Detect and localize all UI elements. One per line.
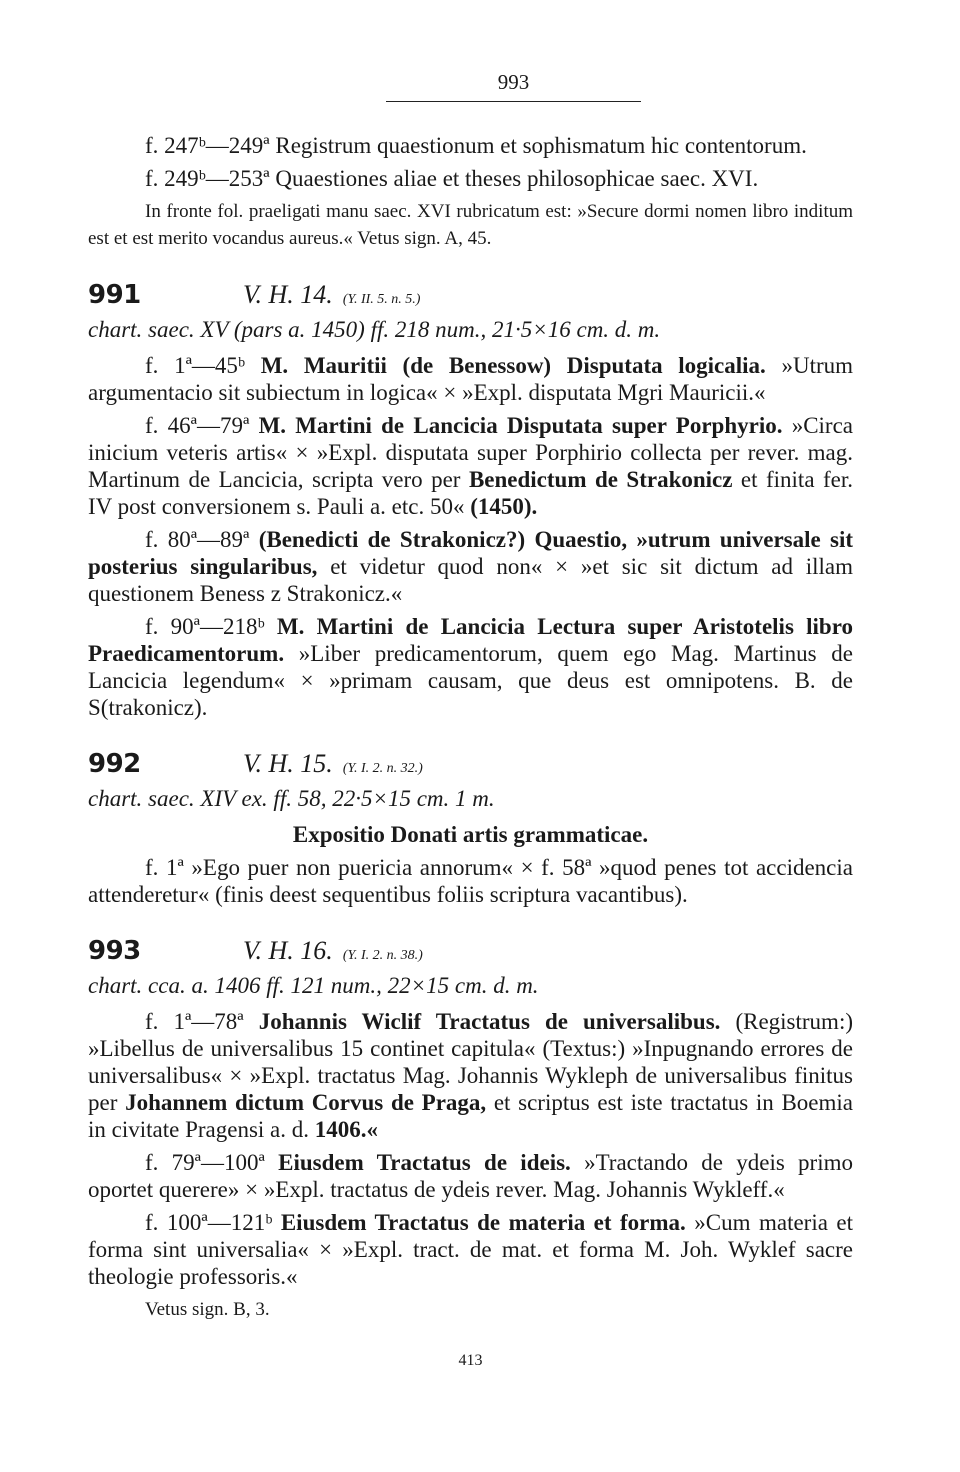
page-number-header: 993 bbox=[497, 70, 530, 94]
item-date: 1406.« bbox=[314, 1117, 378, 1142]
catalog-entry bbox=[88, 749, 853, 908]
item-scribe: Johannem dictum Corvus de Praga, bbox=[125, 1090, 487, 1115]
entry-meta: chart. saec. XV (pars a. 1450) ff. 218 num., 21·5×16 cm. d. m. bbox=[88, 317, 661, 342]
folio-range: f. 1ª—45ᵇ bbox=[145, 353, 246, 378]
item-title: M. Mauritii (de Benessow) Disputata logicalia. bbox=[260, 353, 766, 378]
item-text: »Ego puer non puericia annorum« × f. 58ª »quod penes tot accidencia attenderetur« (finis deest sequentibus foliis scriptura vacantibus). bbox=[88, 855, 853, 907]
catalog-entry bbox=[88, 280, 853, 721]
entry-signature: V. H. 14. bbox=[243, 280, 333, 309]
item-text: »Tractando de ydeis primo oportet querere» × »Expl. tractatus de ydeis rever. Mag. Johannis Wykleff.« bbox=[88, 1150, 853, 1202]
entry-number: 991 bbox=[88, 280, 141, 310]
entry-item bbox=[88, 352, 853, 406]
item-title: Eiusdem Tractatus de materia et forma. bbox=[280, 1210, 686, 1235]
item-text: et scriptus est iste tractatus in Boemia in civitate Pragensi a. d. bbox=[88, 1090, 853, 1142]
folio-range: f. 90ª—218ᵇ bbox=[145, 614, 265, 639]
page-footer-number: 413 bbox=[458, 1352, 483, 1369]
entry-number: 993 bbox=[88, 936, 141, 966]
entry-footnote: Vetus sign. B, 3. bbox=[145, 1299, 270, 1320]
folio-range: f. 1ª bbox=[145, 855, 184, 880]
header-rule bbox=[386, 101, 641, 102]
intro-note: In fronte fol. praeligati manu saec. XVI rubricatum est: »Secure dormi nomen libro inditum est et est merito vocandus aureus.« Vetus sign. A, 45. bbox=[88, 201, 853, 249]
item-scribe: Benedictum de Strakonicz bbox=[468, 467, 733, 492]
item-text: et finita fer. IV post conversionem s. Pauli a. etc. 50« bbox=[88, 467, 853, 519]
catalog-entry bbox=[88, 936, 853, 1323]
item-title: M. Martini de Lancicia Disputata super Porphyrio. bbox=[258, 413, 783, 438]
folio-range: f. 79ª—100ª bbox=[145, 1150, 265, 1175]
item-title: M. Martini de Lancicia Lectura super Aristotelis libro Praedicamentorum. bbox=[88, 614, 854, 666]
folio-range: f. 80ª—89ª bbox=[145, 527, 250, 552]
entry-heading bbox=[88, 280, 853, 310]
entry-alt-signature: (Y. I. 2. n. 32.) bbox=[342, 761, 423, 776]
folio-range: f. 100ª—121ᵇ bbox=[145, 1210, 273, 1235]
document-page bbox=[88, 70, 854, 1369]
folio-range: f. 46ª—79ª bbox=[145, 413, 250, 438]
entry-alt-signature: (Y. II. 5. n. 5.) bbox=[342, 292, 421, 307]
entry-title: Expositio Donati artis grammaticae. bbox=[292, 822, 649, 847]
intro-paragraph: f. 249ᵇ—253ª Quaestiones aliae et theses philosophicae saec. XVI. bbox=[145, 166, 759, 191]
item-text: »Liber predicamentorum, quem ego Mag. Martinus de Lancicia legendum« × »primam causam, que deus est omnipotens. B. de S(trakonicz). bbox=[88, 641, 853, 720]
entry-alt-signature: (Y. I. 2. n. 38.) bbox=[342, 948, 423, 963]
item-text: »Cum materia et forma sint universalia« × »Expl. tract. de mat. et forma M. Joh. Wyklef sacre theologie professoris.« bbox=[88, 1210, 854, 1289]
entry-meta: chart. saec. XIV ex. ff. 58, 22·5×15 cm. 1 m. bbox=[88, 786, 495, 811]
item-text: et videtur quod non« × »et sic sit dictum ad illam questionem Beness z Strakonicz.« bbox=[88, 554, 853, 606]
item-date: (1450). bbox=[470, 494, 538, 519]
entry-item bbox=[88, 1008, 853, 1143]
item-text: »Circa inicium veteris artis« × »Expl. disputata super Porphirio collecta per rever. mag. Martinum de Lancicia, scripta vero per bbox=[88, 413, 854, 492]
page-header bbox=[386, 70, 641, 102]
entry-item bbox=[88, 854, 853, 908]
entry-signature: V. H. 15. bbox=[243, 749, 333, 778]
entry-item bbox=[88, 1209, 853, 1290]
entry-number: 992 bbox=[88, 749, 141, 779]
entry-meta: chart. cca. a. 1406 ff. 121 num., 22×15 cm. d. m. bbox=[88, 973, 539, 998]
item-title: Johannis Wiclif Tractatus de universalibus. bbox=[258, 1009, 721, 1034]
intro-section bbox=[88, 132, 853, 252]
entry-item bbox=[88, 1149, 853, 1203]
entry-signature: V. H. 16. bbox=[243, 936, 333, 965]
entry-item bbox=[88, 613, 853, 721]
item-title: (Benedicti de Strakonicz?) Quaestio, »utrum universale sit posterius singularibus, bbox=[88, 527, 854, 579]
entry-heading bbox=[88, 936, 853, 966]
entry-item bbox=[88, 526, 853, 607]
item-text: »Utrum argumentacio sit subiectum in logica« × »Expl. disputata Mgri Mauricii.« bbox=[88, 353, 854, 405]
item-title: Eiusdem Tractatus de ideis. bbox=[278, 1150, 571, 1175]
intro-paragraph: f. 247ᵇ—249ª Registrum quaestionum et sophismatum hic contentorum. bbox=[145, 133, 807, 158]
entry-item bbox=[88, 412, 853, 520]
entry-heading bbox=[88, 749, 853, 779]
folio-range: f. 1ª—78ª bbox=[145, 1009, 244, 1034]
item-text: (Registrum:) »Libellus de universalibus 15 continet capitula« (Textus:) »Inpugnando errores de universalibus« × »Expl. tractatus Mag. Johannis Wykleph de universalibus finitus per bbox=[88, 1009, 853, 1115]
